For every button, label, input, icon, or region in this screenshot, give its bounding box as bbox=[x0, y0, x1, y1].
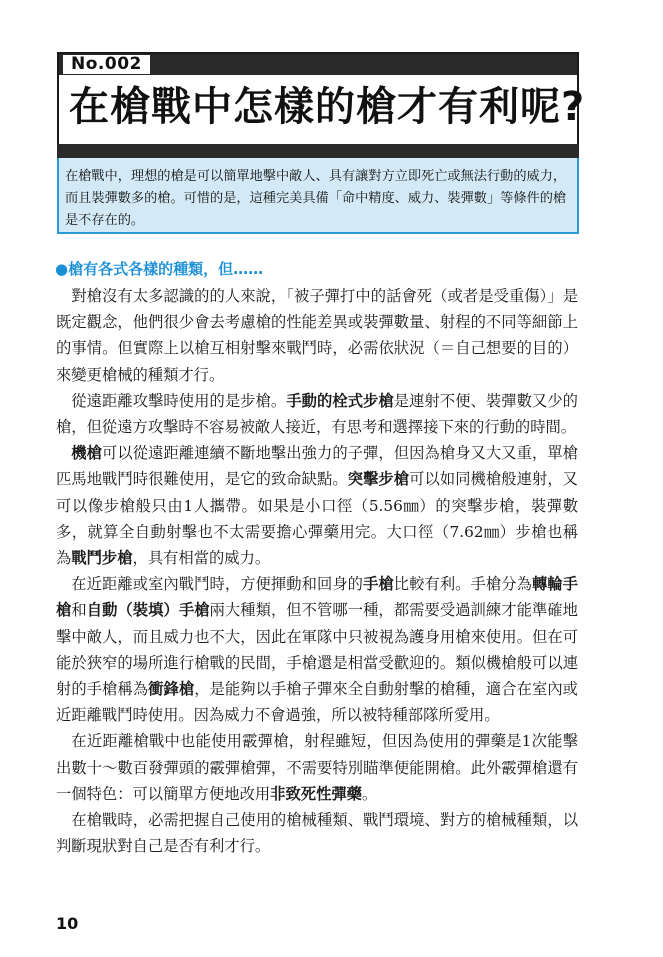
title-box bbox=[57, 52, 586, 148]
bold-term: 非致死性彈藥 bbox=[270, 784, 362, 803]
text-run: ，具有相當的威力。 bbox=[132, 549, 271, 568]
text-run: 。 bbox=[361, 784, 378, 803]
title-bottom-bar bbox=[57, 144, 579, 158]
summary-text: 在槍戰中，理想的槍是可以簡單地擊中敵人、具有讓對方立即死亡或無法行動的威力，而且裝彈數多的槍。可惜的是，這種完美具備「命中精度、威力、裝彈數」等條件的槍是不存在的。 bbox=[65, 169, 567, 228]
bold-term: 轉輪手槍 bbox=[56, 575, 578, 620]
bold-term: 自動（裝填）手槍 bbox=[86, 601, 210, 620]
paragraph-6: 在槍戰時，必需把握自己使用的槍械種類、戰鬥環境、對方的槍械種類，以判斷現狀對自己是否有利才行。 bbox=[56, 811, 578, 856]
text-run: 從遠距離攻擊時使用的是步槍。 bbox=[71, 391, 287, 410]
text-run: ，是能夠以手槍子彈來全自動射擊的槍種，適合在室內或近距離戰鬥時使用。因為威力不會過強，所以被特種部隊所愛用。 bbox=[56, 680, 578, 725]
bold-term: 衝鋒槍 bbox=[148, 680, 195, 699]
body-text bbox=[56, 283, 578, 859]
section-heading: ●槍有各式各樣的種類，但…… bbox=[55, 260, 264, 278]
bold-term: 戰鬥步槍 bbox=[71, 549, 133, 568]
text-run: 比較有利。手槍分為 bbox=[393, 575, 532, 594]
text-run: 是連射不便、裝彈數又少的槍，但從遠方攻擊時不容易被敵人接近，有思考和選擇接下來的行動的時間。 bbox=[56, 391, 578, 437]
text-run: 兩大種類，但不管哪一種，都需要受過訓練才能準確地擊中敵人，而且威力也不大，因此在軍隊中只被視為護身用槍來使用。但在可能於狹窄的場所進行槍戰的民間，手槍還是相當受歡迎的。類似機槍般可以連射的手槍稱為 bbox=[56, 601, 578, 699]
text-run: 可以從遠距離連續不斷地擊出強力的子彈，但因為槍身又大又重，單槍匹馬地戰鬥時很難使用，是它的致命缺點。 bbox=[56, 444, 578, 489]
bold-term: 突擊步槍 bbox=[347, 470, 410, 489]
text-run: 可以如同機槍般連射，又可以像步槍般只由1人攜帶。如果是小口徑（5.56㎜）的突擊步槍，裝彈數多，就算全自動射擊也不太需要擔心彈藥用完。大口徑（7.62㎜）步槍也稱為 bbox=[56, 470, 578, 568]
paragraph-1: 對槍沒有太多認識的的人來說，「被子彈打中的話會死（或者是受重傷）」是既定觀念，他們很少會去考慮槍的性能差異或裝彈數量、射程的不同等細節上的事情。但實際上以槍互相射擊來戰鬥時，必需依狀況（＝自己想要的目的）來變更槍械的種類才行。 bbox=[56, 287, 578, 384]
bold-term: 手槍 bbox=[363, 575, 394, 594]
text-run: 在近距離槍戰中也能使用霰彈槍，射程雖短，但因為使用的彈藥是1次能擊出數十～數百發彈頭的霰彈槍彈，不需要特別瞄準便能開槍。此外霰彈槍還有一個特色：可以簡單方便地改用 bbox=[56, 732, 578, 803]
paragraph-4 bbox=[56, 571, 578, 728]
page-title: 在槍戰中怎樣的槍才有利呢? bbox=[69, 84, 586, 130]
text-run: 和 bbox=[71, 601, 87, 620]
text-run: 在近距離或室內戰鬥時，方便揮動和回身的 bbox=[71, 575, 364, 594]
paragraph-3 bbox=[56, 440, 578, 571]
summary-box bbox=[57, 158, 579, 234]
paragraph-5 bbox=[56, 728, 578, 807]
bold-term: 手動的栓式步槍 bbox=[286, 391, 394, 410]
entry-number: No.002 bbox=[63, 55, 150, 74]
page-number: 10 bbox=[56, 914, 79, 933]
bold-term: 機槍 bbox=[71, 444, 103, 463]
paragraph-2 bbox=[56, 388, 578, 440]
